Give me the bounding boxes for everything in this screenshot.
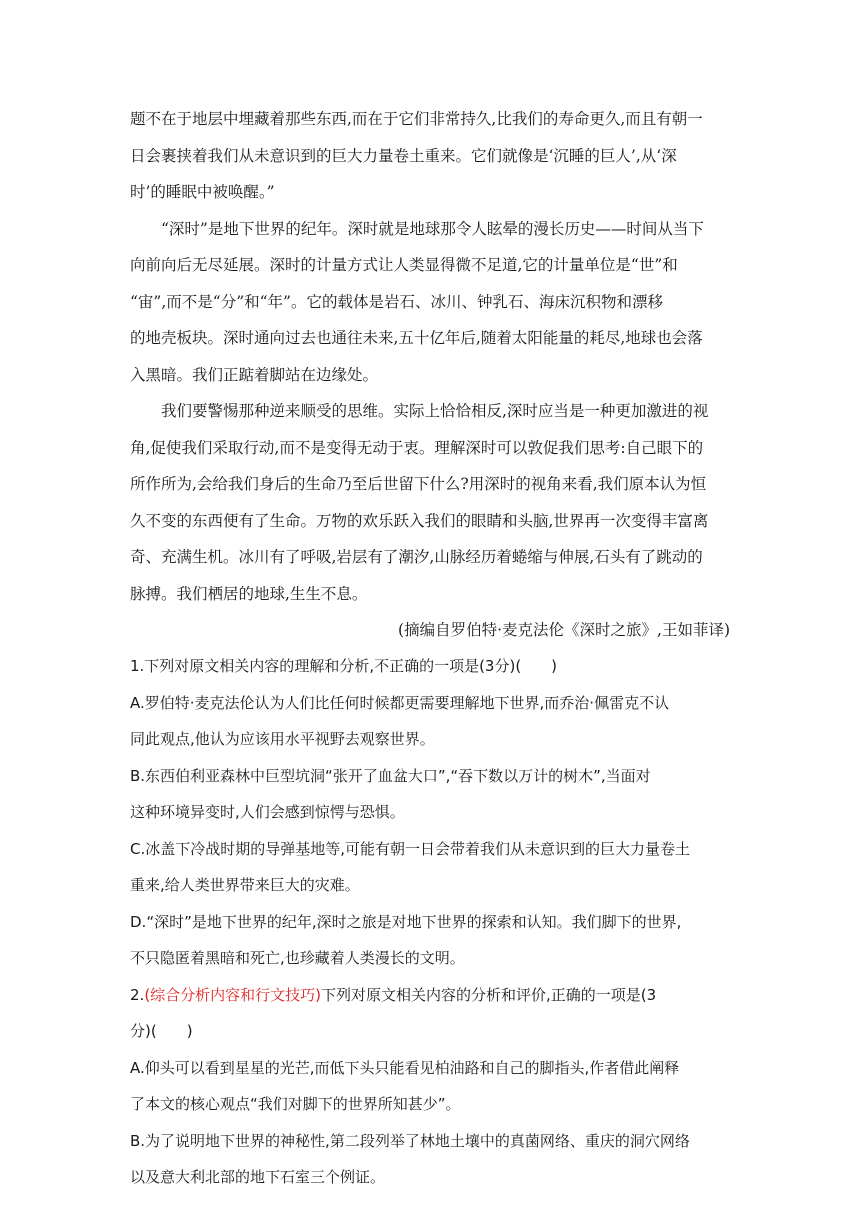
passage-line: 入黑暗。我们正踮着脚站在边缘处。 [130, 366, 379, 384]
question-1-stem: 1.下列对原文相关内容的理解和分析,不正确的一项是(3分)( ) [130, 657, 558, 675]
question-2-stem-text: 下列对原文相关内容的分析和评价,正确的一项是(3 [321, 986, 657, 1004]
question-1-option-c: C.冰盖下冷战时期的导弹基地等,可能有朝一日会带着我们从未意识到的巨大力量卷土 [130, 840, 691, 858]
question-1-option-a: A.罗伯特·麦克法伦认为人们比任何时候都更需要理解地下世界,而乔治·佩雷克不认 [130, 694, 670, 712]
question-1-option-d: 不只隐匿着黑暗和死亡,也珍藏着人类漫长的文明。 [130, 949, 465, 967]
passage-line: 日会裹挟着我们从未意识到的巨大力量卷土重来。它们就像是‘沉睡的巨人’,从‘深 [130, 147, 677, 165]
question-2-option-a: 了本文的核心观点“我们对脚下的世界所知甚少”。 [130, 1095, 461, 1113]
passage-line: “宙”,而不是“分”和“年”。它的载体是岩石、冰川、钟乳石、海床沉积物和漂移 [130, 293, 663, 311]
question-1-option-a: 同此观点,他认为应该用水平视野去观察世界。 [130, 730, 435, 748]
passage-line: 久不变的东西便有了生命。万物的欢乐跃入我们的眼睛和头脑,世界再一次变得丰富离 [130, 512, 709, 530]
passage-line: 角,促使我们采取行动,而不是变得无动于衷。理解深时可以敦促我们思考:自己眼下的 [130, 439, 704, 457]
passage-line: 我们要警惕那种逆来顺受的思维。实际上恰恰相反,深时应当是一种更加激进的视 [161, 402, 709, 420]
question-2-stem [130, 985, 656, 1005]
question-2-option-a: A.仰头可以看到星星的光芒,而低下头只能看见柏油路和自己的脚指头,作者借此阐释 [130, 1059, 680, 1077]
passage-line: “深时”是地下世界的纪年。深时就是地球那令人眩晕的漫长历史——时间从当下 [161, 220, 704, 238]
passage-line: 题不在于地层中埋藏着那些东西,而在于它们非常持久,比我们的寿命更久,而且有朝一 [130, 110, 703, 128]
passage-line: 脉搏。我们栖居的地球,生生不息。 [130, 585, 368, 603]
passage-line: 所作所为,会给我们身后的生命乃至后世留下什么?用深时的视角来看,我们原本认为恒 [130, 475, 707, 493]
question-1-option-c: 重来,给人类世界带来巨大的灾难。 [130, 876, 360, 894]
question-1-option-b: B.东西伯利亚森林中巨型坑洞“张开了血盆大口”,“吞下数以万计的树木”,当面对 [130, 767, 651, 785]
passage-line: 的地壳板块。深时通向过去也通往未来,五十亿年后,随着太阳能量的耗尽,地球也会落 [130, 329, 703, 347]
question-1-option-b: 这种环境异变时,人们会感到惊愕与恐惧。 [130, 803, 405, 821]
question-2-stem: 分)( ) [130, 1022, 193, 1040]
question-category-tag: (综合分析内容和行文技巧) [144, 986, 322, 1004]
question-number: 2. [130, 986, 145, 1004]
passage-line: 时’的睡眠中被唤醒。” [130, 183, 275, 201]
passage-line: 向前向后无尽延展。深时的计量方式让人类显得微不足道,它的计量单位是“世”和 [130, 256, 678, 274]
passage-line: 奇、充满生机。冰川有了呼吸,岩层有了潮汐,山脉经历着蜷缩与伸展,石头有了跳动的 [130, 548, 703, 566]
passage-source: (摘编自罗伯特·麦克法伦《深时之旅》,王如菲译) [398, 621, 730, 639]
question-1-option-d: D.“深时”是地下世界的纪年,深时之旅是对地下世界的探索和认知。我们脚下的世界, [130, 913, 682, 931]
question-2-option-b: B.为了说明地下世界的神秘性,第二段列举了林地土壤中的真菌网络、重庆的洞穴网络 [130, 1132, 690, 1150]
question-2-option-b: 以及意大利北部的地下石室三个例证。 [130, 1168, 386, 1186]
